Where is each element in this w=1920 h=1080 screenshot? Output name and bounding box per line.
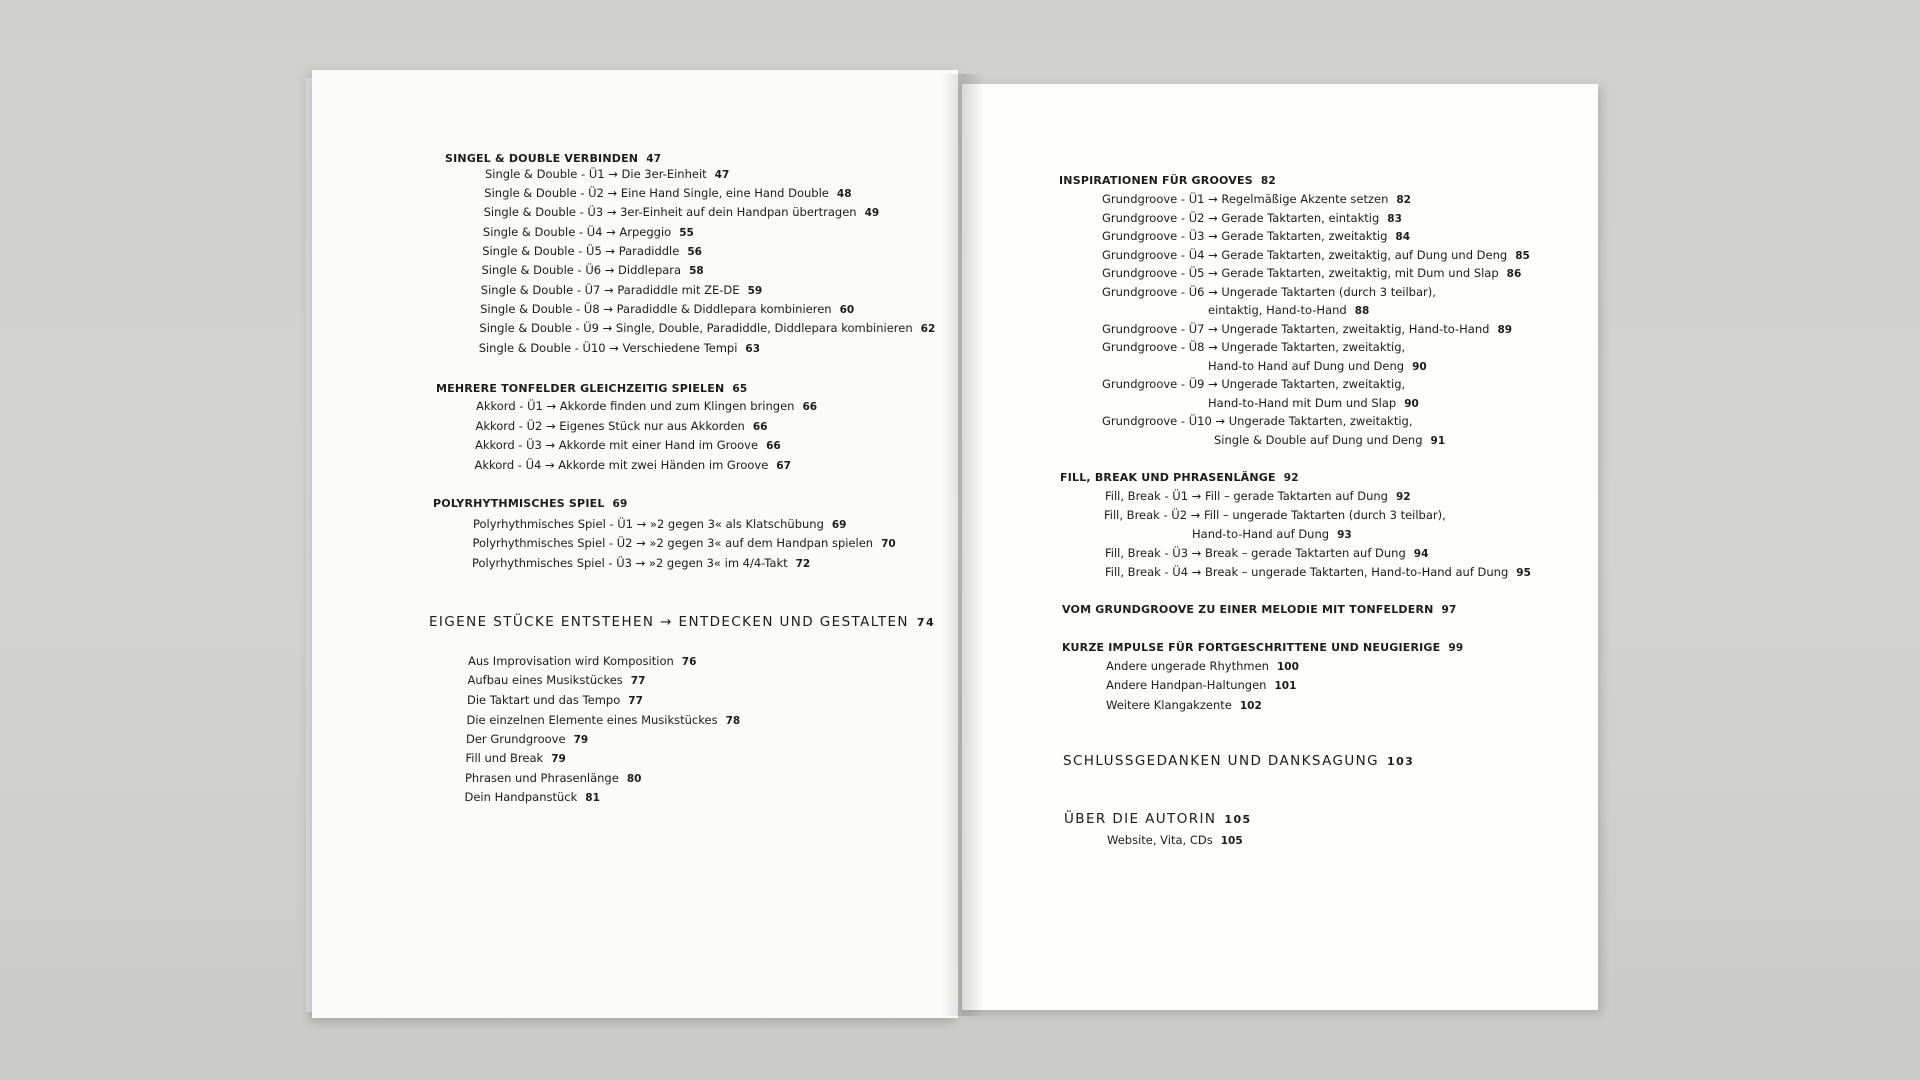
toc-entry [1106, 698, 1262, 713]
toc-section-heading [436, 382, 747, 396]
toc-text: Hand-to-Hand auf Dung [1192, 527, 1330, 541]
toc-text: Grundgroove - Ü2 → Gerade Taktarten, eintaktig [1102, 210, 1380, 225]
toc-entry [468, 673, 646, 688]
toc-entry [481, 283, 762, 298]
toc-text: Single & Double - Ü10 → Verschiedene Tempi [478, 341, 738, 355]
toc-text: Fill und Break [465, 751, 544, 765]
toc-text: Grundgroove - Ü1 → Regelmäßige Akzente setzen [1102, 192, 1389, 206]
toc-text: Grundgroove - Ü10 → Ungerade Taktarten, zweitaktig, [1102, 414, 1413, 428]
toc-page-number: 74 [916, 616, 936, 629]
toc-page-number: 90 [1412, 360, 1427, 373]
toc-entry [475, 438, 781, 453]
toc-page-number: 94 [1413, 548, 1429, 560]
toc-page-number: 47 [714, 169, 730, 181]
toc-page-number: 92 [1395, 491, 1411, 503]
toc-page-number: 70 [881, 538, 896, 550]
toc-text: Fill, Break - Ü2 → Fill – ungerade Taktarten (durch 3 teilbar), [1104, 508, 1446, 522]
toc-entry [1102, 266, 1521, 281]
toc-text: Grundgroove - Ü4 → Gerade Taktarten, zweitaktig, auf Dung und Deng [1102, 247, 1508, 262]
toc-text: SINGEL & DOUBLE VERBINDEN [445, 152, 639, 165]
toc-text: Akkord - Ü3 → Akkorde mit einer Hand im Groove [475, 438, 759, 452]
toc-text: Single & Double - Ü6 → Diddlepara [481, 263, 682, 277]
toc-page-number: 62 [920, 323, 936, 335]
toc-page-number: 105 [1220, 835, 1243, 847]
toc-entry [1105, 489, 1411, 504]
toc-page-number: 102 [1239, 700, 1262, 712]
toc-page-number: 81 [585, 792, 600, 804]
toc-entry [1107, 833, 1243, 848]
toc-text: Andere ungerade Rhythmen [1106, 659, 1269, 673]
toc-text: INSPIRATIONEN FÜR GROOVES [1059, 174, 1253, 187]
toc-page-number: 82 [1396, 194, 1411, 206]
toc-page-number: 84 [1395, 231, 1411, 243]
toc-text: Single & Double - Ü2 → Eine Hand Single, eine Hand Double [484, 186, 829, 200]
toc-page-number: 86 [1506, 268, 1522, 280]
toc-text: Grundgroove - Ü7 → Ungerade Taktarten, zweitaktig, Hand-to-Hand [1102, 321, 1490, 336]
toc-text: Aus Improvisation wird Komposition [468, 654, 674, 668]
toc-entry [1102, 248, 1530, 263]
toc-text: Polyrhythmisches Spiel - Ü1 → »2 gegen 3« als Klatschübung [473, 517, 824, 531]
toc-entry [473, 536, 896, 551]
toc-text: Single & Double - Ü5 → Paradiddle [482, 244, 680, 258]
toc-chapter-heading [1063, 754, 1414, 769]
toc-entry [1105, 546, 1428, 561]
toc-page-number: 82 [1260, 175, 1276, 187]
toc-entry [1102, 285, 1436, 299]
toc-page-number: 100 [1276, 661, 1299, 673]
toc-entry [476, 419, 768, 434]
toc-page-number: 69 [612, 498, 628, 510]
toc-page-number: 47 [646, 153, 662, 165]
toc-page-number: 77 [628, 695, 643, 707]
toc-section-heading [433, 497, 628, 511]
toc-text: Akkord - Ü1 → Akkorde finden und zum Klingen bringen [476, 399, 795, 413]
toc-entry [484, 186, 851, 201]
toc-text: Hand-to-Hand mit Dum und Slap [1208, 395, 1397, 410]
toc-entry [472, 556, 810, 571]
toc-entry [480, 302, 854, 317]
toc-text: MEHRERE TONFELDER GLEICHZEITIG SPIELEN [436, 382, 725, 395]
toc-text: Single & Double - Ü4 → Arpeggio [482, 225, 672, 239]
toc-text: Phrasen und Phrasenlänge [465, 771, 619, 785]
toc-page-number: 91 [1430, 434, 1446, 447]
toc-entry-continuation [1192, 527, 1352, 542]
toc-page-number: 59 [747, 285, 763, 297]
toc-text: Grundgroove - Ü3 → Gerade Taktarten, zweitaktig [1102, 229, 1388, 243]
toc-page-number: 93 [1337, 529, 1352, 541]
toc-entry [1102, 211, 1402, 226]
toc-page-number: 77 [630, 675, 646, 687]
toc-text: Single & Double - Ü1 → Die 3er-Einheit [485, 167, 707, 181]
toc-text: Andere Handpan-Haltungen [1106, 678, 1267, 692]
toc-text: Single & Double - Ü3 → 3er-Einheit auf dein Handpan übertragen [483, 205, 857, 219]
toc-entry [1104, 508, 1446, 522]
toc-page-number: 103 [1387, 755, 1415, 768]
toc-entry [1102, 322, 1512, 337]
toc-chapter-heading [429, 615, 935, 630]
toc-page-number: 78 [725, 715, 741, 727]
toc-text: Fill, Break - Ü3 → Break – gerade Taktarten auf Dung [1105, 546, 1406, 560]
toc-text: Single & Double - Ü8 → Paradiddle & Diddlepara kombinieren [480, 302, 832, 316]
toc-page-number: 48 [836, 188, 852, 200]
toc-entry [479, 341, 760, 356]
toc-entry [1106, 659, 1299, 674]
toc-entry [475, 458, 791, 473]
toc-chapter-heading [1064, 812, 1252, 827]
toc-section-heading [1059, 174, 1276, 188]
toc-text: Website, Vita, CDs [1107, 833, 1213, 847]
toc-page-number: 66 [766, 440, 781, 452]
toc-text: Fill, Break - Ü1 → Fill – gerade Taktarten auf Dung [1105, 489, 1388, 503]
toc-page-number: 66 [752, 421, 768, 433]
toc-entry-continuation [1208, 359, 1427, 374]
toc-text: SCHLUSSGEDANKEN UND DANKSAGUNG [1063, 753, 1380, 769]
toc-page-number: 92 [1283, 472, 1299, 484]
toc-text: POLYRHYTHMISCHES SPIEL [433, 497, 605, 510]
toc-page-number: 66 [802, 401, 818, 413]
toc-page-number: 79 [573, 734, 589, 746]
toc-section-heading [445, 152, 661, 166]
toc-text: EIGENE STÜCKE ENTSTEHEN → ENTDECKEN UND GESTALTEN [429, 614, 909, 630]
toc-entry [482, 244, 702, 259]
toc-entry [1102, 414, 1412, 428]
toc-text: Grundgroove - Ü6 → Ungerade Taktarten (durch 3 teilbar), [1102, 284, 1436, 299]
toc-entry [484, 205, 880, 220]
toc-entry [1102, 229, 1410, 244]
toc-entry [466, 732, 588, 747]
toc-entry [1106, 678, 1296, 693]
toc-text: Single & Double - Ü9 → Single, Double, Paradiddle, Diddlepara kombinieren [479, 321, 913, 335]
toc-text: Der Grundgroove [466, 732, 566, 746]
toc-page-number: 95 [1516, 567, 1531, 579]
toc-entry [466, 751, 566, 766]
toc-page-number: 56 [687, 246, 702, 258]
toc-text: Grundgroove - Ü5 → Gerade Taktarten, zweitaktig, mit Dum und Slap [1102, 266, 1499, 280]
toc-entry [1102, 340, 1405, 354]
toc-entry-continuation [1214, 433, 1445, 448]
toc-entry [467, 693, 643, 708]
toc-text: Weitere Klangakzente [1106, 698, 1232, 712]
toc-entry [483, 225, 694, 240]
toc-page-number: 58 [689, 265, 704, 277]
toc-section-heading [1062, 603, 1457, 617]
toc-entry [485, 167, 729, 182]
toc-page-number: 90 [1404, 397, 1419, 410]
toc-entry [473, 517, 847, 532]
toc-page-number: 63 [745, 343, 761, 355]
toc-entry-continuation [1208, 303, 1369, 318]
toc-text: Akkord - Ü2 → Eigenes Stück nur aus Akkorden [475, 419, 745, 433]
toc-page-number: 99 [1448, 642, 1464, 654]
toc-entry [465, 771, 641, 786]
toc-page-number: 49 [864, 207, 880, 219]
toc-entry [1102, 192, 1411, 207]
toc-text: Die einzelnen Elemente eines Musikstückes [466, 713, 718, 727]
toc-text: ÜBER DIE AUTORIN [1064, 811, 1217, 827]
toc-text: KURZE IMPULSE FÜR FORTGESCHRITTENE UND NEUGIERIGE [1062, 641, 1441, 654]
toc-page-number: 69 [831, 519, 847, 531]
toc-page-number: 72 [795, 558, 811, 570]
toc-text: Grundgroove - Ü9 → Ungerade Taktarten, zweitaktig, [1102, 377, 1406, 391]
toc-page-number: 89 [1497, 323, 1513, 336]
toc-page-number: 97 [1441, 604, 1457, 616]
toc-text: Aufbau eines Musikstückes [467, 673, 623, 687]
toc-entry [467, 713, 741, 728]
toc-entry [468, 654, 696, 669]
toc-entry [1105, 565, 1531, 580]
toc-page-number: 60 [839, 304, 855, 316]
toc-text: Fill, Break - Ü4 → Break – ungerade Taktarten, Hand-to-Hand auf Dung [1105, 565, 1509, 579]
toc-text: Hand-to Hand auf Dung und Deng [1208, 358, 1405, 373]
toc-section-heading [1060, 471, 1299, 485]
toc-page-number: 76 [681, 656, 697, 668]
toc-text: Akkord - Ü4 → Akkorde mit zwei Händen im Groove [474, 458, 769, 472]
toc-page-number: 80 [626, 773, 642, 785]
toc-text: Polyrhythmisches Spiel - Ü2 → »2 gegen 3« auf dem Handpan spielen [472, 536, 874, 550]
toc-text: VOM GRUNDGROOVE ZU EINER MELODIE MIT TONFELDERN [1062, 603, 1434, 616]
toc-text: Grundgroove - Ü8 → Ungerade Taktarten, zweitaktig, [1102, 340, 1406, 354]
toc-text: FILL, BREAK UND PHRASENLÄNGE [1060, 471, 1276, 484]
toc-entry [479, 321, 935, 336]
toc-text: Polyrhythmisches Spiel - Ü3 → »2 gegen 3« im 4/4-Takt [472, 556, 788, 570]
toc-section-heading [1062, 641, 1463, 655]
toc-entry [482, 263, 704, 278]
toc-page-number: 105 [1224, 813, 1252, 826]
toc-entry [1102, 377, 1405, 391]
toc-page-number: 67 [776, 460, 791, 472]
toc-text: Single & Double - Ü7 → Paradiddle mit ZE-DE [480, 283, 740, 297]
toc-text: Dein Handpanstück [464, 790, 578, 804]
toc-text: Single & Double auf Dung und Deng [1214, 432, 1423, 447]
toc-page-number: 85 [1515, 249, 1530, 262]
toc-text: Die Taktart und das Tempo [467, 693, 621, 707]
toc-page-number: 55 [679, 227, 694, 239]
toc-entry [465, 790, 600, 805]
toc-page-number: 65 [732, 383, 748, 395]
toc-text: eintaktig, Hand-to-Hand [1208, 303, 1347, 317]
toc-page-number: 88 [1354, 305, 1370, 317]
toc-entry-continuation [1208, 396, 1419, 411]
toc-page-number: 83 [1387, 212, 1402, 225]
toc-page-number: 79 [551, 753, 566, 765]
toc-entry [476, 399, 817, 414]
toc-page-number: 101 [1274, 680, 1297, 692]
